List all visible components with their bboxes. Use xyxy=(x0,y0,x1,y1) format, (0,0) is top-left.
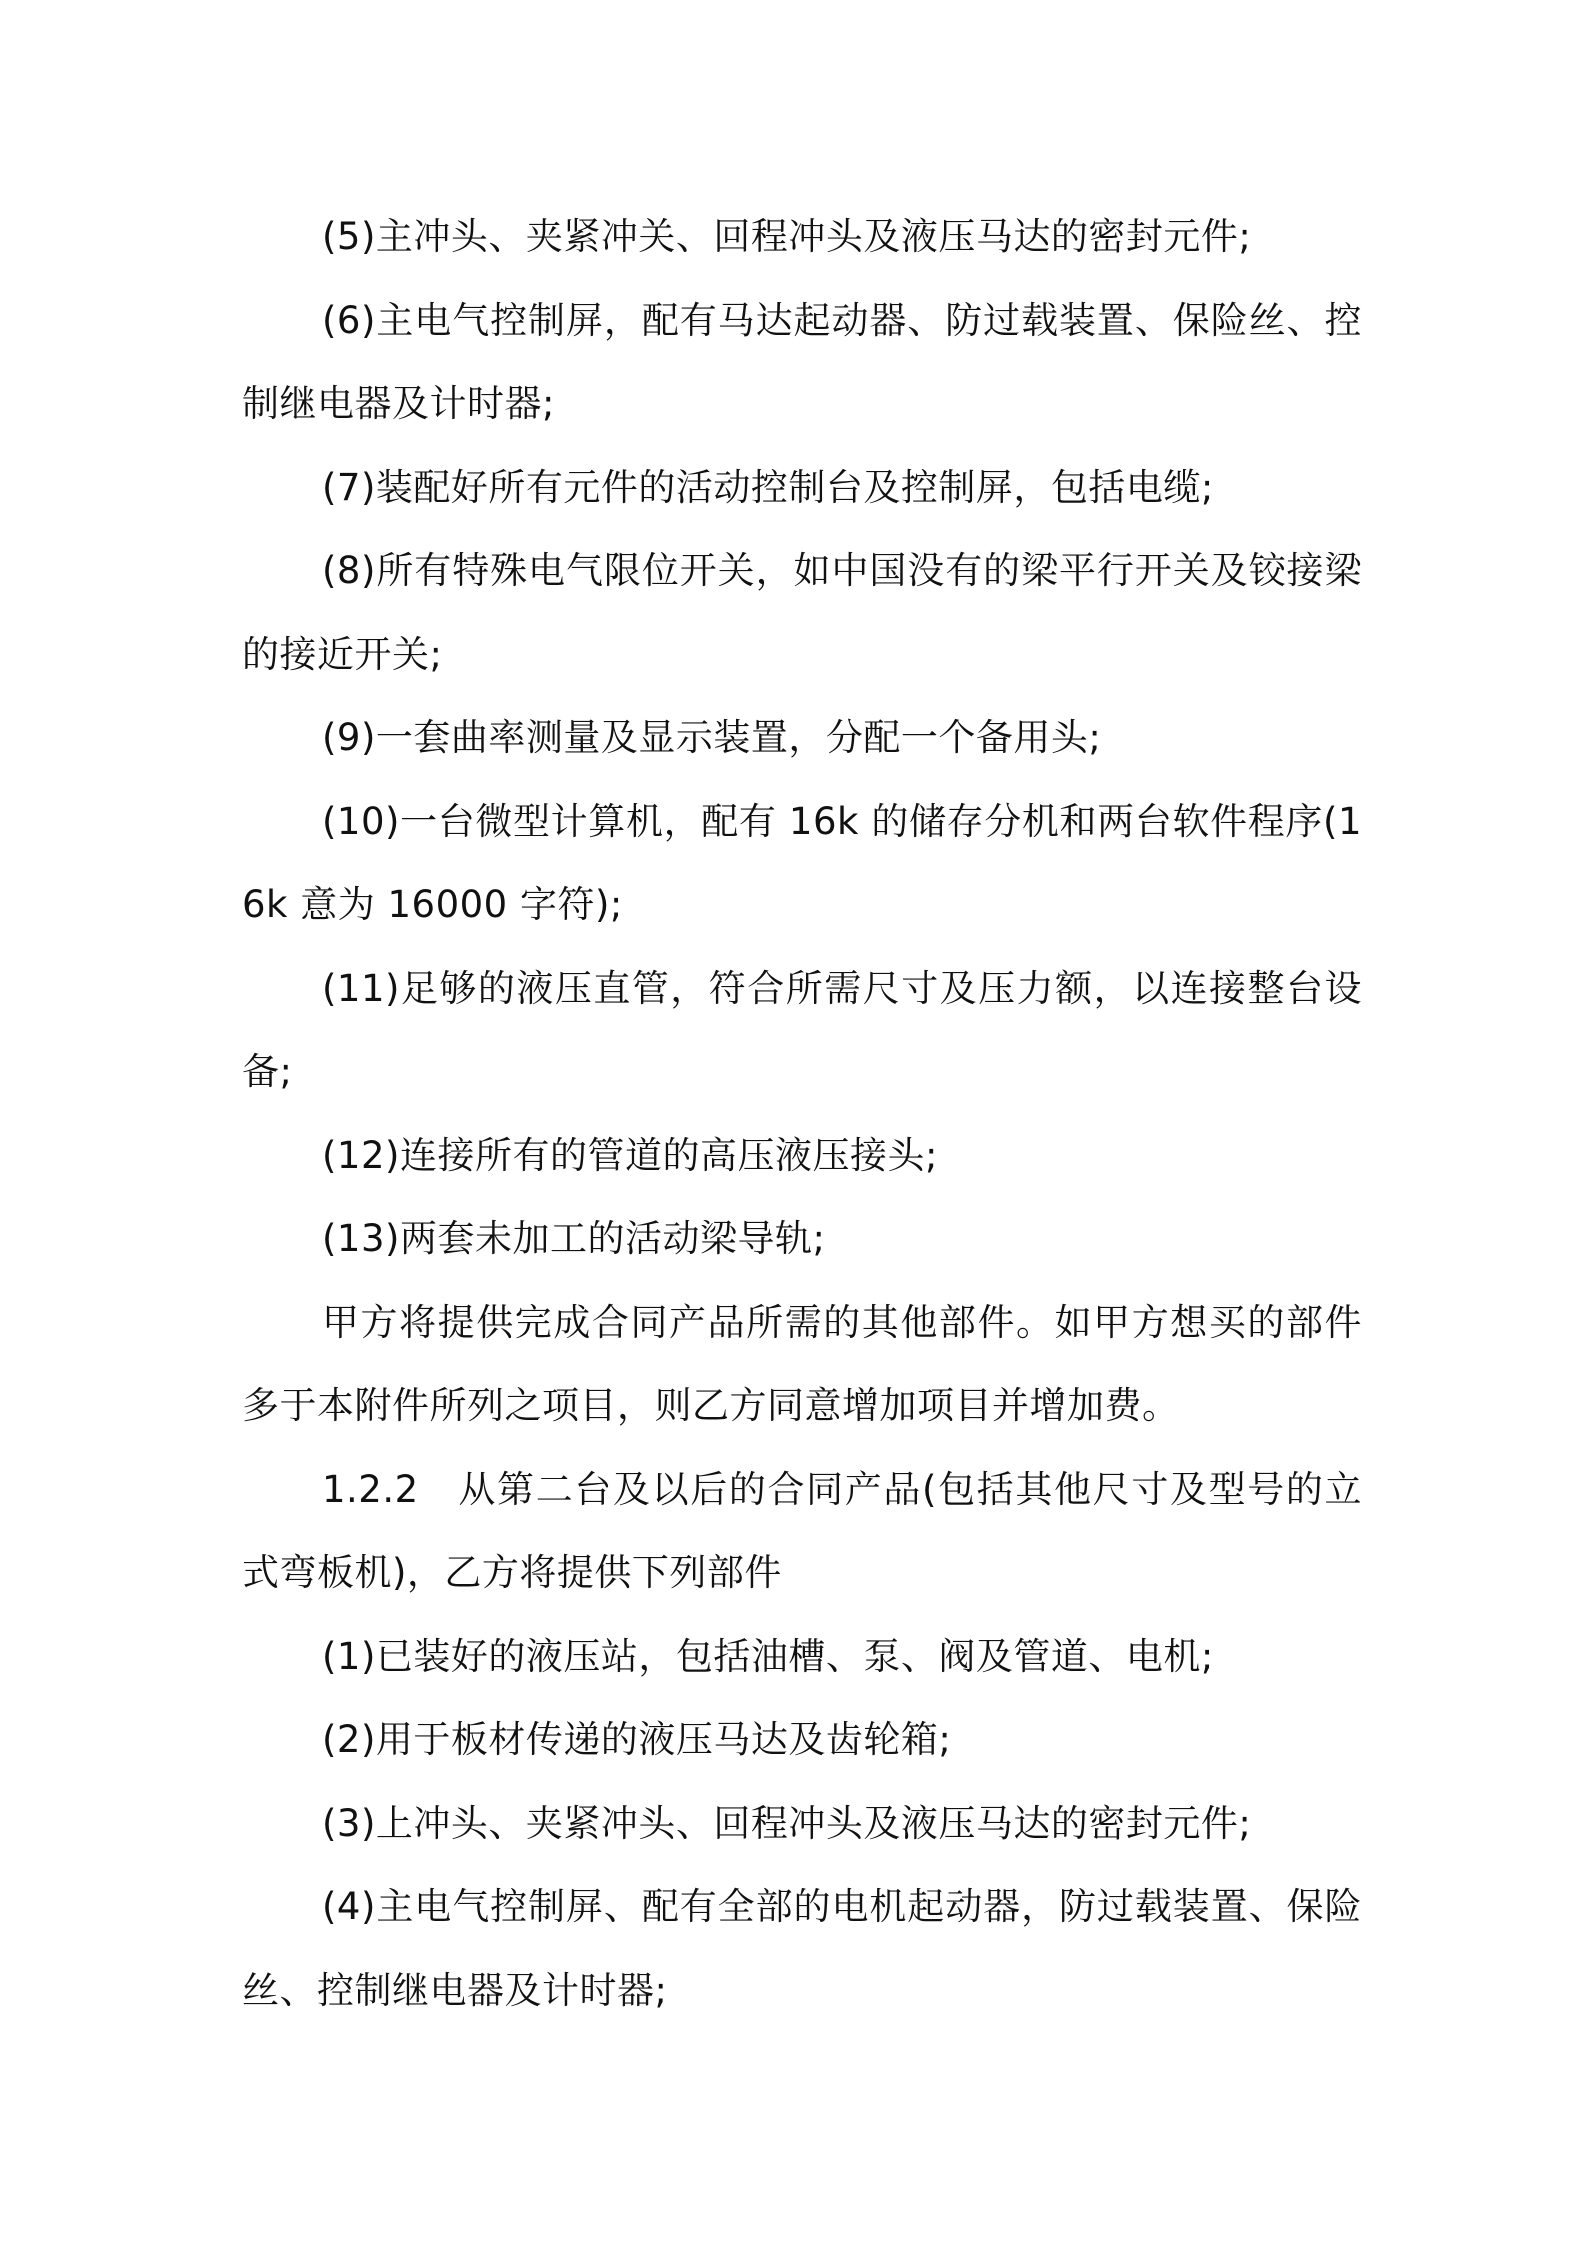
paragraph-subitem-2: (2)用于板材传递的液压马达及齿轮箱; xyxy=(322,1718,952,1761)
paragraph-item-7: (7)装配好所有元件的活动控制台及控制屏，包括电缆; xyxy=(322,465,1214,509)
paragraph-subitem-4: (4)主电气控制屏、配有全部的电机起动器，防过载装置、保险丝、控制继电器及计时器; xyxy=(242,1885,1362,2012)
section-heading-1-2-2: 1.2.2 从第二台及以后的合同产品(包括其他尺寸及型号的立式弯板机)，乙方将提供下列部件 xyxy=(242,1467,1362,1594)
paragraph-item-10: (10)一台微型计算机，配有 16k 的储存分机和两台软件程序(16k 意为 16000 字符); xyxy=(242,799,1362,926)
paragraph-subitem-1: (1)已装好的液压站，包括油槽、泵、阀及管道、电机; xyxy=(322,1634,1214,1678)
paragraph-item-8: (8)所有特殊电气限位开关，如中国没有的梁平行开关及铰接梁的接近开关; xyxy=(242,549,1362,676)
paragraph-item-5: (5)主冲头、夹紧冲关、回程冲头及液压马达的密封元件; xyxy=(322,215,1252,258)
paragraph-subitem-3: (3)上冲头、夹紧冲头、回程冲头及液压马达的密封元件; xyxy=(322,1801,1252,1845)
paragraph-item-12: (12)连接所有的管道的高压液压接头; xyxy=(322,1133,938,1177)
paragraph-item-9: (9)一套曲率测量及显示装置，分配一个备用头; xyxy=(322,716,1102,759)
paragraph-item-11: (11)足够的液压直管，符合所需尺寸及压力额，以连接整台设备; xyxy=(242,966,1362,1093)
paragraph-item-13: (13)两套未加工的活动梁导轨; xyxy=(322,1217,826,1260)
paragraph-party-a-note: 甲方将提供完成合同产品所需的其他部件。如甲方想买的部件多于本附件所列之项目，则乙方同意增加项目并增加费。 xyxy=(242,1300,1362,1427)
document-body xyxy=(242,195,1362,2032)
paragraph-item-6: (6)主电气控制屏，配有马达起动器、防过载装置、保险丝、控制继电器及计时器; xyxy=(242,298,1362,425)
